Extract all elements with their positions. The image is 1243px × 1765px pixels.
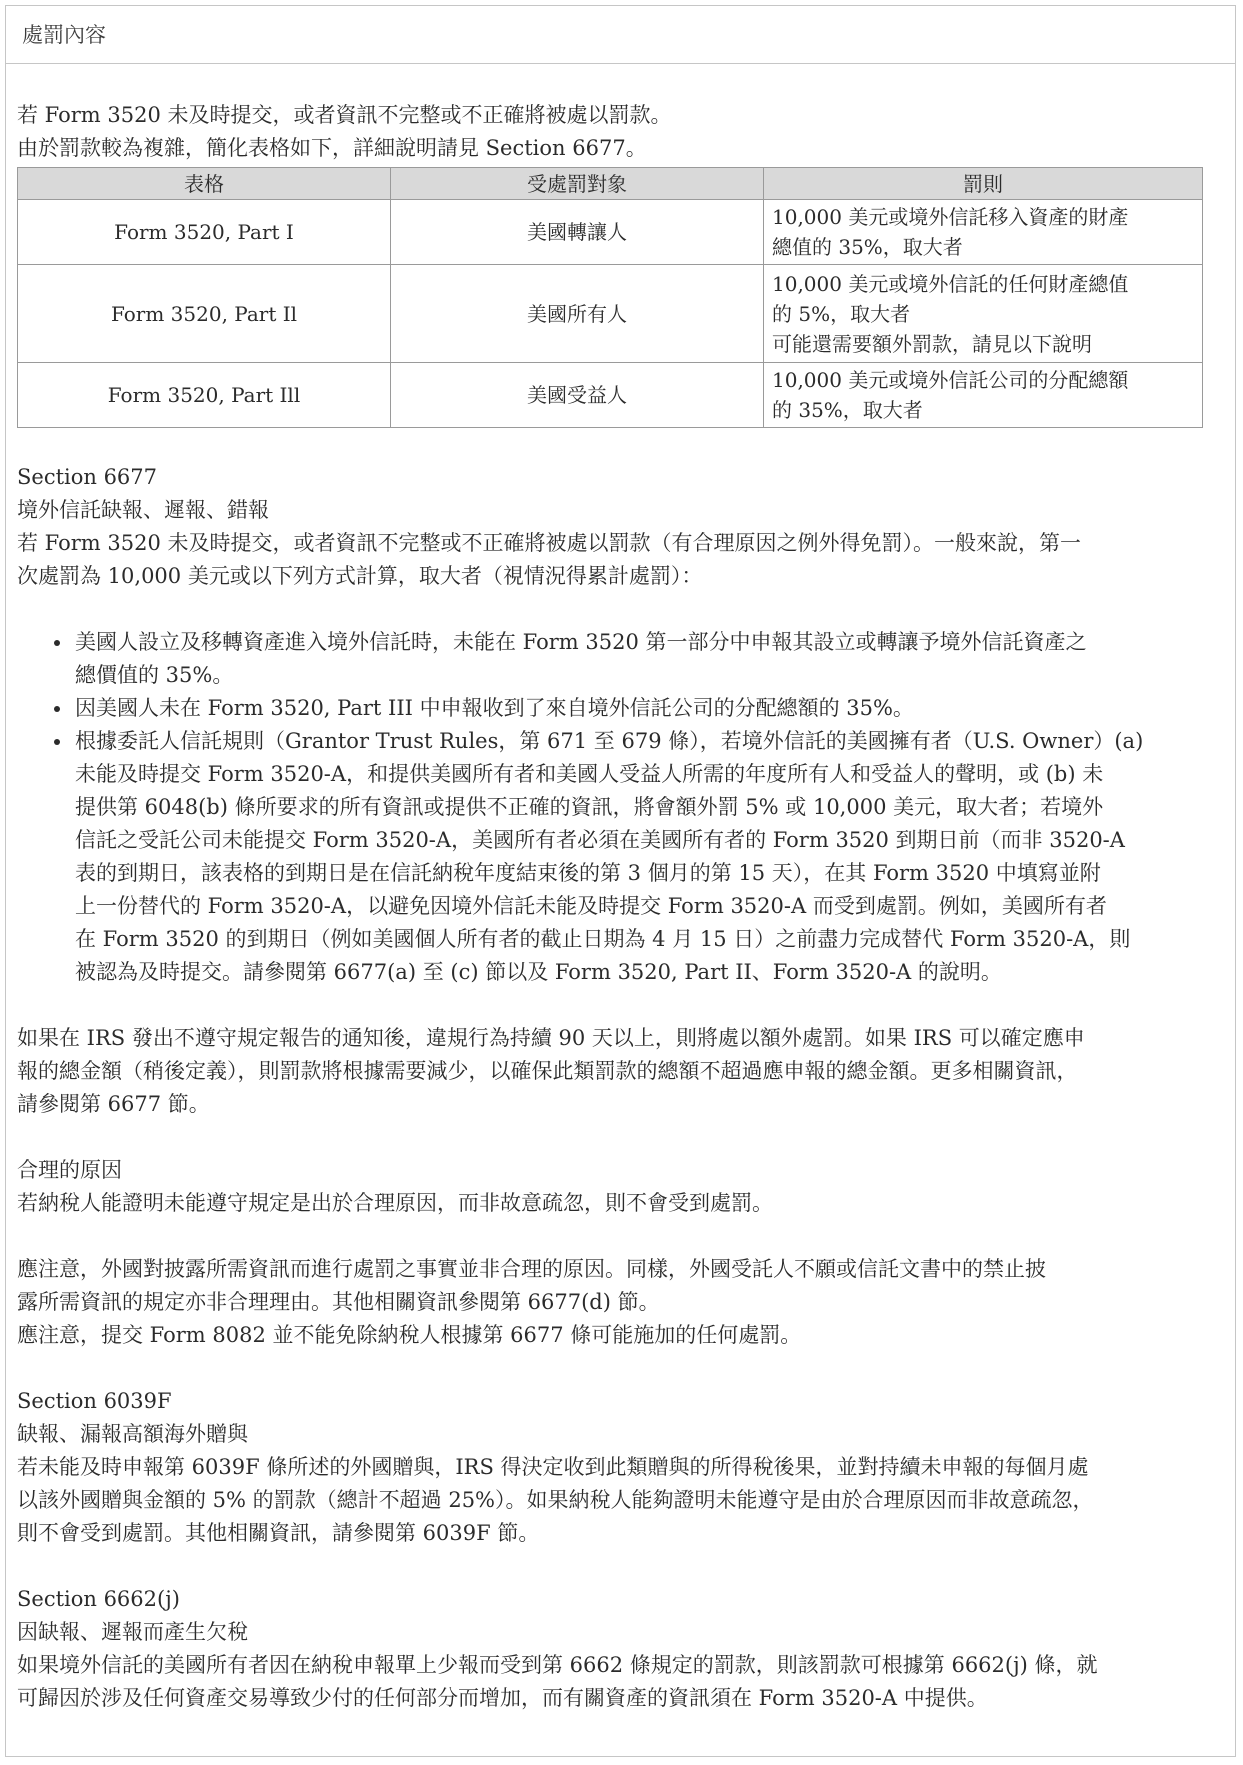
paragraph-line: 若 Form 3520 未及時提交，或者資訊不完整或不正確將被處以罰款（有合理原因之例外得免罰）。一般來說，第一: [17, 531, 1081, 555]
table-cell-penalty: [764, 200, 1203, 265]
table-cell-form: Form 3520, Part Il: [18, 265, 391, 363]
penalty-text-line: 10,000 美元或境外信託公司的分配總額: [772, 368, 1129, 392]
paragraph-line: 以該外國贈與金額的 5% 的罰款（總計不超過 25%）。如果納稅人能夠證明未能遵守是由於合理原因而非故意疏忽，: [17, 1488, 1094, 1512]
paragraph-line: 若納稅人能證明未能遵守規定是出於合理原因，而非故意疏忽，則不會受到處罰。: [17, 1191, 773, 1215]
section-heading: Section 6039F: [17, 1389, 172, 1413]
paragraph-line: 如果境外信託的美國所有者因在納稅申報單上少報而受到第 6662 條規定的罰款，則該罰款可根據第 6662(j) 條，就: [17, 1653, 1098, 1677]
penalty-table: [17, 167, 1203, 428]
paragraph-line: 次處罰為 10,000 美元或以下列方式計算，取大者（視情況得累計處罰）：: [17, 564, 703, 588]
paragraph-line: 露所需資訊的規定亦非合理理由。其他相關資訊參閱第 6677(d) 節。: [17, 1290, 660, 1314]
list-item-line: • 美國人設立及移轉資產進入境外信託時，未能在 Form 3520 第一部分中申報其設立或轉讓予境外信託資產之: [75, 630, 1087, 654]
table-cell-party: 美國所有人: [391, 265, 764, 363]
list-item-line: 上一份替代的 Form 3520-A，以避免因境外信託未能及時提交 Form 3520-A 而受到處罰。例如，美國所有者: [75, 894, 1107, 918]
section-6677: [17, 461, 1217, 1121]
section-subheading: 境外信託缺報、遲報、錯報: [17, 498, 269, 522]
table-row: [18, 363, 1203, 428]
list-item-line: 表的到期日，該表格的到期日是在信託納稅年度結束後的第 3 個月的第 15 天），在其 Form 3520 中填寫並附: [75, 861, 1101, 885]
section-heading: Section 6677: [17, 465, 158, 489]
penalty-text-line: 的 5%，取大者: [772, 301, 911, 326]
list-item-line: 未能及時提交 Form 3520-A，和提供美國所有者和美國人受益人所需的年度所有人和受益人的聲明，或 (b) 未: [75, 762, 1104, 786]
section-subheading: 缺報、漏報高額海外贈與: [17, 1422, 248, 1446]
table-cell-penalty: [764, 363, 1203, 428]
paragraph-line: 則不會受到處罰。其他相關資訊，請參閱第 6039F 節。: [17, 1521, 540, 1545]
panel-content: [17, 99, 1217, 1715]
table-row: [18, 265, 1203, 363]
list-item-line: 提供第 6048(b) 條所要求的所有資訊或提供不正確的資訊，將會額外罰 5% 或 10,000 美元，取大者；若境外: [75, 795, 1104, 819]
list-item-line: 被認為及時提交。請參閱第 6677(a) 至 (c) 節以及 Form 3520, Part II、Form 3520-A 的說明。: [75, 960, 1002, 984]
paragraph-line: 應注意，提交 Form 8082 並不能免除納稅人根據第 6677 條可能施加的任何處罰。: [17, 1323, 802, 1347]
paragraph-line: 報的總金額（稍後定義），則罰款將根據需要減少，以確保此類罰款的總額不超過應申報的總金額。更多相關資訊，: [17, 1059, 1078, 1083]
table-cell-form: Form 3520, Part Ill: [18, 363, 391, 428]
list-item: [73, 626, 1217, 692]
paragraph-line: 請參閱第 6677 節。: [17, 1092, 210, 1116]
table-header-row: [18, 168, 1203, 200]
paragraph-line: 若未能及時申報第 6039F 條所述的外國贈與，IRS 得決定收到此類贈與的所得稅後果，並對持續未申報的每個月處: [17, 1455, 1089, 1479]
penalty-bullet-list: [17, 626, 1217, 989]
column-header-penalty: 罰則: [764, 168, 1203, 200]
panel-title: 處罰內容: [6, 6, 1235, 64]
section-heading: 合理的原因: [17, 1158, 122, 1182]
table-cell-party: 美國轉讓人: [391, 200, 764, 265]
column-header-form: 表格: [18, 168, 391, 200]
penalty-text-line: 的 35%，取大者: [772, 398, 923, 422]
column-header-party: 受處罰對象: [391, 168, 764, 200]
table-cell-form: Form 3520, Part I: [18, 200, 391, 265]
list-item-line: 在 Form 3520 的到期日（例如美國個人所有者的截止日期為 4 月 15 日）之前盡力完成替代 Form 3520-A，則: [75, 927, 1131, 951]
section-reasonable-cause: [17, 1154, 1217, 1352]
section-subheading: 因缺報、遲報而產生欠稅: [17, 1620, 248, 1644]
penalty-text-line: 10,000 美元或境外信託移入資產的財產: [772, 205, 1129, 229]
paragraph-line: 應注意，外國對披露所需資訊而進行處罰之事實並非合理的原因。同樣，外國受託人不願或信託文書中的禁止披: [17, 1257, 1046, 1281]
table-cell-party: 美國受益人: [391, 363, 764, 428]
intro-line-1: 若 Form 3520 未及時提交，或者資訊不完整或不正確將被處以罰款。: [17, 103, 672, 127]
paragraph-line: 可歸因於涉及任何資產交易導致少付的任何部分而增加，而有關資產的資訊須在 Form 3520-A 中提供。: [17, 1686, 988, 1710]
penalty-text-line: 總值的 35%，取大者: [772, 235, 963, 259]
list-item-line: 總價值的 35%。: [75, 663, 234, 687]
penalty-text-line: 10,000 美元或境外信託的任何財產總值: [772, 271, 1129, 296]
list-item: [73, 725, 1217, 989]
list-item-line: • 根據委託人信託規則（Grantor Trust Rules，第 671 至 679 條），若境外信託的美國擁有者（U.S. Owner）(a): [75, 729, 1144, 753]
list-item-line: • 因美國人未在 Form 3520, Part III 中申報收到了來自境外信託公司的分配總額的 35%。: [75, 696, 914, 720]
section-heading: Section 6662(j): [17, 1587, 180, 1611]
section-6662j: [17, 1583, 1217, 1715]
table-row: [18, 200, 1203, 265]
penalty-text-line: 可能還需要額外罰款，請見以下說明: [772, 331, 1092, 356]
table-cell-penalty: [764, 265, 1203, 363]
intro-line-2: 由於罰款較為複雜，簡化表格如下，詳細說明請見 Section 6677。: [17, 136, 647, 160]
list-item-line: 信託之受託公司未能提交 Form 3520-A，美國所有者必須在美國所有者的 Form 3520 到期日前（而非 3520-A: [75, 828, 1125, 852]
list-item: [73, 692, 1217, 725]
section-6039f: [17, 1385, 1217, 1550]
paragraph-line: 如果在 IRS 發出不遵守規定報告的通知後，違規行為持續 90 天以上，則將處以額外處罰。如果 IRS 可以確定應申: [17, 1026, 1085, 1050]
